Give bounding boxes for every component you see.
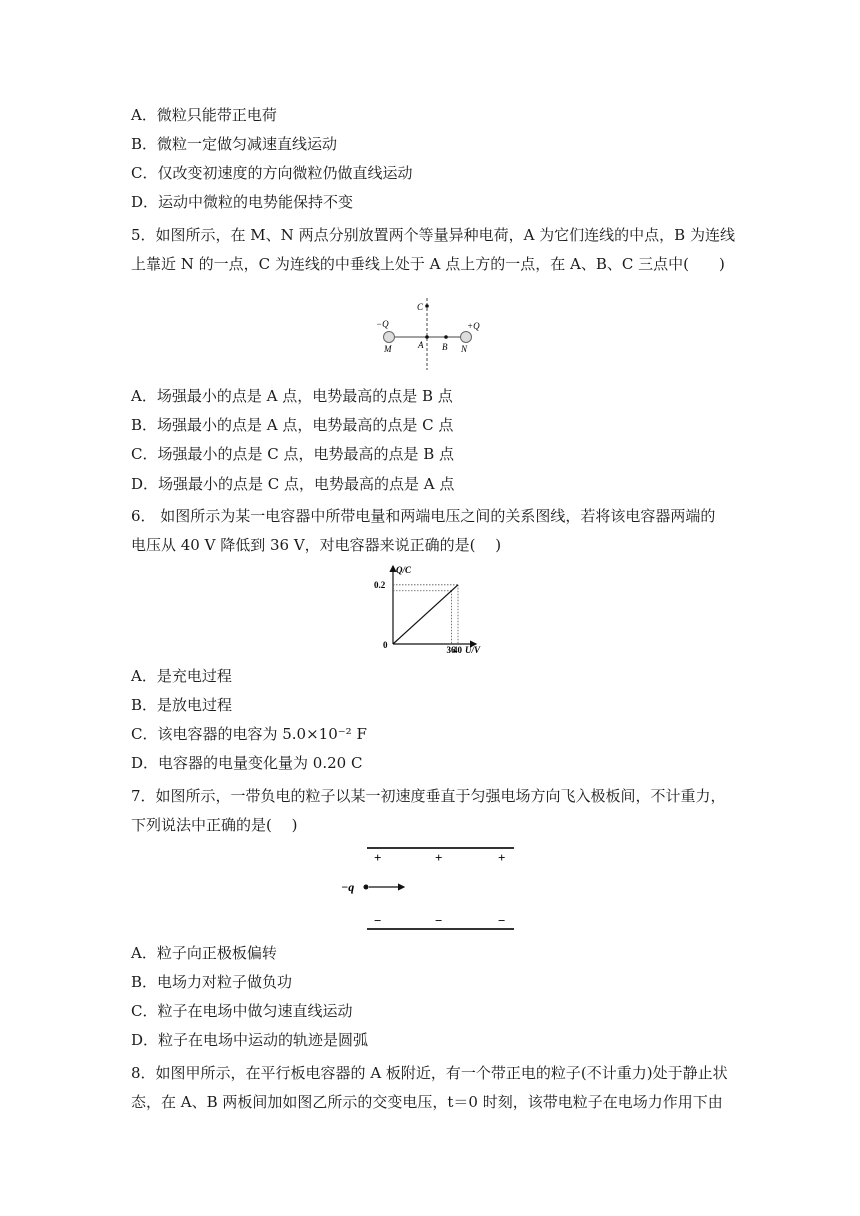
- pos-charge-label: +Q: [467, 321, 480, 331]
- y-tick-label-0.2: 0.2: [374, 579, 386, 590]
- q8-stem-line1: 8．如图甲所示，在平行板电容器的 A 板附近，有一个带正电的粒子(不计重力)处于静止状: [131, 1064, 728, 1082]
- plus-sign-1: +: [374, 850, 382, 865]
- origin-label: 0: [383, 640, 388, 650]
- neg-charge-label: −Q: [376, 319, 389, 329]
- y-axis-label: Q/C: [396, 565, 412, 575]
- q5-stem-line1: 5．如图所示，在 M、N 两点分别放置两个等量异种电荷，A 为它们连线的中点，B 为连线: [131, 226, 735, 244]
- q4-option-c: C．仅改变初速度的方向微粒仍做直线运动: [131, 164, 413, 182]
- label-b: B: [442, 342, 448, 352]
- q6-stem-line1: 6． 如图所示为某一电容器中所带电量和两端电压之间的关系图线，若将该电容器两端的: [131, 507, 716, 525]
- q6-option-a: A．是充电过程: [131, 667, 232, 685]
- q7-stem-line2: 下列说法中正确的是( ): [131, 816, 298, 834]
- series-line: [393, 585, 458, 644]
- q5-stem-line2: 上靠近 N 的一点，C 为连线的中垂线上处于 A 点上方的一点，在 A、B、C 三点中( ): [131, 255, 725, 273]
- charge-m: [384, 332, 395, 343]
- q5-option-a: A．场强最小的点是 A 点，电势最高的点是 B 点: [131, 387, 453, 405]
- q6-option-c: C．该电容器的电容为 5.0×10⁻² F: [131, 725, 367, 743]
- x-tick-label-36: 36: [446, 645, 456, 655]
- label-n: N: [461, 344, 468, 354]
- x-axis-label: U/V: [465, 645, 481, 655]
- q7-option-a: A．粒子向正极板偏转: [131, 944, 277, 962]
- q6-capacitor-chart: [366, 562, 490, 658]
- label-a: A: [418, 340, 424, 350]
- q6-stem-line2: 电压从 40 V 降低到 36 V，对电容器来说正确的是( ): [131, 536, 502, 554]
- plus-sign-3: +: [498, 850, 506, 865]
- q7-stem-line1: 7．如图所示，一带负电的粒子以某一初速度垂直于匀强电场方向飞入极板间，不计重力，: [131, 787, 726, 805]
- q5-charges-figure: [372, 292, 492, 372]
- plus-sign-2: +: [435, 850, 443, 865]
- q8-stem-line2: 态，在 A、B 两板间加如图乙所示的交变电压，t＝0 时刻，该带电粒子在电场力作用下由: [131, 1093, 723, 1111]
- q4-option-d: D．运动中微粒的电势能保持不变: [131, 193, 354, 211]
- label-m: M: [384, 344, 392, 354]
- q7-option-b: B．电场力对粒子做负功: [131, 973, 293, 991]
- q7-option-d: D．粒子在电场中运动的轨迹是圆弧: [131, 1031, 369, 1049]
- minus-sign-3: −: [498, 913, 506, 928]
- x-tick-label-40: 40: [453, 645, 462, 655]
- q5-option-d: D．场强最小的点是 C 点，电势最高的点是 A 点: [131, 475, 455, 493]
- point-a: [425, 335, 429, 339]
- point-b: [444, 335, 448, 339]
- q5-option-b: B．场强最小的点是 A 点，电势最高的点是 C 点: [131, 416, 454, 434]
- particle: [364, 885, 369, 890]
- q4-option-a: A．微粒只能带正电荷: [131, 106, 277, 124]
- charge-n: [461, 332, 472, 343]
- q5-option-c: C．场强最小的点是 C 点，电势最高的点是 B 点: [131, 445, 455, 463]
- label-c: C: [417, 302, 424, 312]
- point-c: [425, 304, 429, 308]
- minus-sign-1: −: [374, 913, 382, 928]
- q7-plates-figure: [338, 842, 518, 934]
- q6-option-b: B．是放电过程: [131, 696, 233, 714]
- q6-option-d: D．电容器的电量变化量为 0.20 C: [131, 754, 363, 772]
- q7-option-c: C．粒子在电场中做匀速直线运动: [131, 1002, 353, 1020]
- particle-label: −q: [341, 880, 355, 894]
- q4-option-b: B．微粒一定做匀减速直线运动: [131, 135, 338, 153]
- minus-sign-2: −: [435, 913, 443, 928]
